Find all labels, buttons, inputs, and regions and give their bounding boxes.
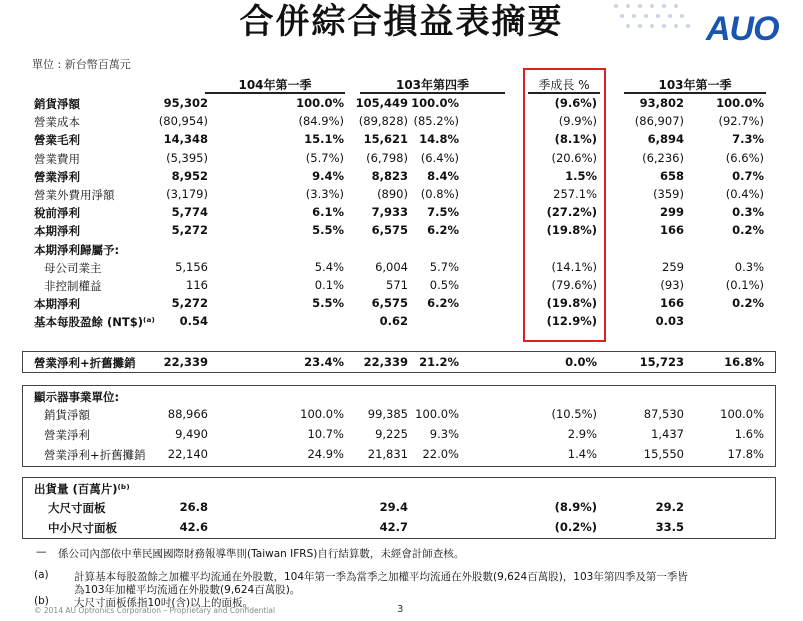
- table-row: [0, 447, 803, 465]
- cell-value: (8.1%): [554, 132, 597, 147]
- cell-value: 100.0%: [716, 96, 764, 110]
- cell-value: 1.4%: [567, 447, 597, 461]
- cell-value: (8.9%): [554, 500, 597, 514]
- cell-value: 7,933: [371, 205, 408, 220]
- cell-value: 6,004: [375, 259, 408, 274]
- cell-value: 26.8: [179, 500, 208, 514]
- cell-value: (6.6%): [725, 150, 764, 165]
- cell-value: 93,802: [639, 96, 684, 110]
- note-dash: 係公司內部依中華民國國際財務報導準則(Taiwan IFRS)自行結算數，未經會計師查核。: [58, 548, 465, 560]
- cell-value: 5,774: [171, 205, 208, 220]
- cell-value: 8,952: [171, 168, 208, 183]
- cell-value: 5,272: [171, 296, 208, 311]
- cell-value: (890): [377, 187, 408, 201]
- row-label: 營業淨利: [44, 428, 90, 442]
- cell-value: (6.4%): [420, 150, 459, 165]
- cell-value: 5.5%: [312, 223, 344, 238]
- cell-value: 22,339: [163, 355, 208, 369]
- cell-value: (10.5%): [551, 407, 597, 421]
- cell-value: 299: [659, 205, 684, 220]
- table-row: [0, 520, 803, 538]
- cell-value: (6,236): [642, 150, 684, 165]
- row-label: 銷貨淨額: [44, 408, 90, 422]
- cell-value: 6.1%: [312, 205, 344, 220]
- page-number: 3: [397, 604, 404, 615]
- cell-value: 6.2%: [427, 223, 459, 238]
- cell-value: 14,348: [163, 132, 208, 147]
- table-row: [0, 132, 803, 150]
- cell-value: 5.5%: [312, 296, 344, 311]
- header-rule: [360, 92, 505, 94]
- cell-value: 0.7%: [732, 168, 764, 183]
- cell-value: 88,966: [167, 407, 208, 421]
- cell-value: (12.9%): [546, 314, 597, 329]
- cell-value: 33.5: [655, 520, 684, 534]
- table-row: [0, 169, 803, 187]
- cell-value: 0.3%: [732, 205, 764, 220]
- cell-value: (0.8%): [420, 187, 459, 201]
- cell-value: (9.9%): [558, 114, 597, 129]
- cell-value: 95,302: [163, 96, 208, 110]
- cell-value: 22.0%: [422, 447, 459, 461]
- cell-value: (19.8%): [546, 223, 597, 238]
- table-row: [0, 427, 803, 445]
- cell-value: 7.5%: [427, 205, 459, 220]
- cell-value: (5.7%): [305, 150, 344, 165]
- cell-value: 1,437: [651, 427, 684, 441]
- cell-value: 0.0%: [565, 355, 597, 369]
- cell-value: (86,907): [634, 114, 684, 129]
- table-row: [0, 355, 803, 373]
- cell-value: 5,272: [171, 223, 208, 238]
- display-segment-heading: [0, 389, 803, 407]
- cell-value: 0.03: [655, 314, 684, 329]
- row-label: 中小尺寸面板: [48, 521, 117, 535]
- cell-value: (92.7%): [718, 114, 764, 129]
- cell-value: (93): [660, 278, 684, 292]
- cell-value: 6,575: [371, 223, 408, 238]
- cell-value: 87,530: [643, 407, 684, 421]
- cell-value: (6,798): [366, 150, 408, 165]
- cell-value: 2.9%: [567, 427, 597, 441]
- cell-value: 100.0%: [720, 407, 764, 421]
- cell-value: 15,621: [363, 132, 408, 147]
- header-103q1: 103年第一季: [658, 78, 732, 92]
- header-rule: [205, 92, 345, 94]
- cell-value: 100.0%: [300, 407, 344, 421]
- cell-value: 100.0%: [296, 96, 344, 110]
- row-label: 銷貨淨額: [34, 97, 80, 111]
- page-title: 合併綜合損益表摘要: [239, 2, 564, 42]
- row-label: 基本每股盈餘 (NT$)⁽ᵃ⁾: [34, 315, 155, 330]
- cell-value: (19.8%): [546, 296, 597, 311]
- row-label: 營業淨利+折舊攤銷: [34, 356, 136, 370]
- cell-value: 8.4%: [427, 168, 459, 183]
- cell-value: 10.7%: [307, 427, 344, 441]
- table-row: [0, 314, 803, 332]
- table-row: [0, 205, 803, 223]
- cell-value: (85.2%): [413, 114, 459, 129]
- cell-value: 0.2%: [732, 296, 764, 311]
- cell-value: 0.54: [179, 314, 208, 329]
- row-label: 大尺寸面板: [48, 501, 106, 515]
- row-label: 營業費用: [34, 151, 80, 166]
- row-label: 本期淨利歸屬予:: [34, 242, 120, 257]
- cell-value: 24.9%: [307, 447, 344, 461]
- cell-value: 16.8%: [724, 355, 764, 369]
- table-row: [0, 278, 803, 296]
- cell-value: 0.1%: [314, 278, 344, 292]
- row-label: 母公司業主: [44, 260, 102, 275]
- heading-label: 出貨量 (百萬片)⁽ᵇ⁾: [34, 482, 130, 496]
- cell-value: (80,954): [158, 114, 208, 129]
- cell-value: (79.6%): [551, 278, 597, 292]
- note-b-mark: (b): [34, 595, 49, 607]
- cell-value: 5,156: [175, 259, 208, 274]
- cell-value: (0.1%): [725, 278, 764, 292]
- cell-value: 100.0%: [411, 96, 459, 110]
- cell-value: 0.62: [379, 314, 408, 329]
- cell-value: 100.0%: [415, 407, 459, 421]
- cell-value: 9.4%: [312, 168, 344, 183]
- row-label: 營業外費用淨額: [34, 188, 115, 202]
- note-a-line2: 為103年加權平均流通在外股數(9,624百萬股)。: [74, 584, 301, 596]
- cell-value: 105,449: [355, 96, 408, 110]
- cell-value: 259: [662, 259, 684, 274]
- cell-value: (359): [653, 187, 684, 201]
- unit-label: 單位 : 新台幣百萬元: [32, 58, 131, 71]
- cell-value: 22,140: [167, 447, 208, 461]
- table-row: [0, 242, 803, 260]
- cell-value: 0.3%: [734, 259, 764, 274]
- cell-value: 9,225: [375, 427, 408, 441]
- cell-value: (0.4%): [725, 187, 764, 201]
- row-label: 稅前淨利: [34, 206, 80, 221]
- shipment-heading: [0, 481, 803, 499]
- decorative-dots: [606, 0, 696, 40]
- cell-value: (89,828): [358, 114, 408, 129]
- cell-value: (9.6%): [554, 96, 597, 110]
- cell-value: 0.5%: [429, 278, 459, 292]
- cell-value: 15,550: [643, 447, 684, 461]
- table-row: [0, 114, 803, 132]
- header-104q1: 104年第一季: [238, 78, 312, 92]
- table-row: [0, 500, 803, 518]
- note-a-line1: 計算基本每股盈餘之加權平均流通在外股數，104年第一季為當季之加權平均流通在外股數(9,624百萬股)，103年第四季及第一季皆: [74, 571, 688, 583]
- cell-value: 5.4%: [314, 259, 344, 274]
- cell-value: 23.4%: [304, 355, 344, 369]
- cell-value: 14.8%: [419, 132, 459, 147]
- row-label: 營業成本: [34, 115, 80, 130]
- row-label: 非控制權益: [44, 279, 102, 293]
- cell-value: (3,179): [166, 187, 208, 201]
- table-row: [0, 260, 803, 278]
- table-row: [0, 187, 803, 205]
- row-label: 營業淨利+折舊攤銷: [44, 448, 146, 462]
- cell-value: (84.9%): [298, 114, 344, 129]
- cell-value: 9,490: [175, 427, 208, 441]
- cell-value: (3.3%): [305, 187, 344, 201]
- auo-logo: AUO: [706, 10, 779, 48]
- cell-value: 7.3%: [732, 132, 764, 147]
- row-label: 營業毛利: [34, 133, 80, 148]
- row-label: 本期淨利: [34, 224, 80, 239]
- table-row: [0, 223, 803, 241]
- cell-value: 166: [659, 296, 684, 311]
- cell-value: 6,894: [647, 132, 684, 147]
- cell-value: 99,385: [367, 407, 408, 421]
- copyright: © 2014 AU Optronics Corporation – Proprietary and Confidential: [34, 606, 276, 615]
- cell-value: 6.2%: [427, 296, 459, 311]
- cell-value: 29.4: [379, 500, 408, 514]
- header-rule: [624, 92, 766, 94]
- cell-value: 257.1%: [553, 187, 597, 201]
- heading-label: 顯示器事業單位:: [34, 390, 120, 404]
- cell-value: (20.6%): [551, 150, 597, 165]
- cell-value: 8,823: [371, 168, 408, 183]
- table-row: [0, 296, 803, 314]
- cell-value: 29.2: [655, 500, 684, 514]
- cell-value: 5.7%: [429, 259, 459, 274]
- cell-value: 0.2%: [732, 223, 764, 238]
- row-label: 營業淨利: [34, 169, 80, 184]
- cell-value: 15,723: [639, 355, 684, 369]
- cell-value: (27.2%): [546, 205, 597, 220]
- cell-value: 17.8%: [727, 447, 764, 461]
- table-row: [0, 407, 803, 425]
- note-b: 大尺寸面板係指10吋(含)以上的面板。: [74, 597, 254, 609]
- cell-value: 42.7: [379, 520, 408, 534]
- cell-value: 22,339: [363, 355, 408, 369]
- cell-value: 15.1%: [304, 132, 344, 147]
- cell-value: 21.2%: [419, 355, 459, 369]
- header-103q4: 103年第四季: [395, 78, 470, 92]
- cell-value: 658: [659, 168, 684, 183]
- table-row: [0, 151, 803, 169]
- cell-value: 42.6: [179, 520, 208, 534]
- cell-value: (5,395): [166, 150, 208, 165]
- header-qoq: 季成長 %: [538, 78, 590, 92]
- cell-value: (0.2%): [554, 520, 597, 534]
- note-dash-mark: —: [36, 546, 47, 558]
- cell-value: 1.5%: [565, 168, 597, 183]
- cell-value: 571: [386, 278, 408, 292]
- note-a-mark: (a): [34, 569, 49, 581]
- cell-value: 9.3%: [429, 427, 459, 441]
- cell-value: 21,831: [367, 447, 408, 461]
- table-row: [0, 96, 803, 114]
- cell-value: (14.1%): [551, 259, 597, 274]
- cell-value: 166: [659, 223, 684, 238]
- cell-value: 116: [186, 278, 208, 292]
- cell-value: 1.6%: [734, 427, 764, 441]
- cell-value: 6,575: [371, 296, 408, 311]
- row-label: 本期淨利: [34, 297, 80, 312]
